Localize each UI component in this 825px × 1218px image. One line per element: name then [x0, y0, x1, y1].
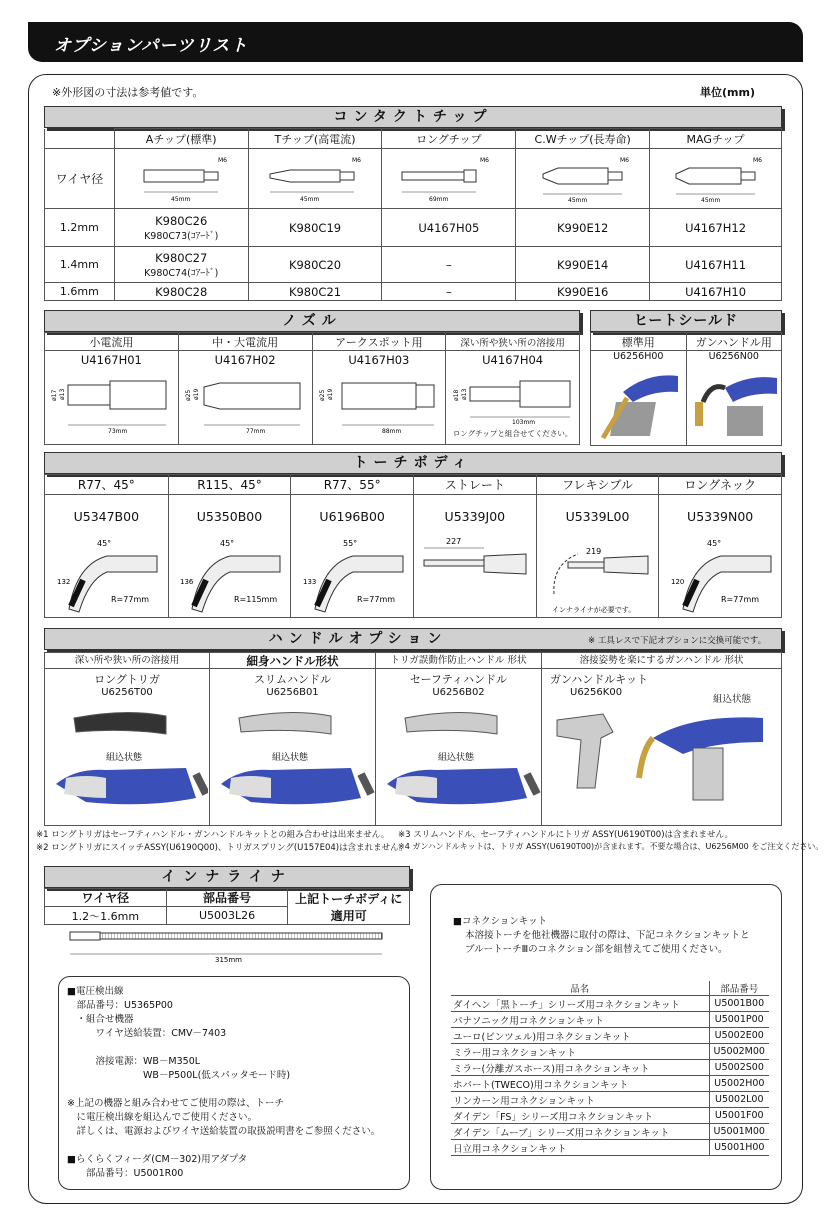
torch-cell-5: ロングネック U5339N00 45° R=77mm 120 — [658, 475, 781, 617]
svg-text:ø13: ø13 — [460, 388, 468, 400]
torch-drawing — [47, 524, 166, 614]
svg-text:45mm: 45mm — [567, 197, 587, 202]
svg-text:227: 227 — [445, 537, 461, 546]
heatshield-gun-image — [689, 362, 779, 442]
unit-label: 単位(mm) — [700, 86, 755, 99]
connection-row: リンカーン用コネクションキット U5002L00 — [451, 1092, 769, 1108]
svg-text:69mm: 69mm — [428, 196, 449, 202]
torch-drawing — [170, 524, 289, 614]
svg-text:120: 120 — [670, 578, 685, 586]
tip-drawing — [382, 149, 516, 209]
contact-tip-table: Aチップ(標準) Tチップ(高電流) ロングチップ C.Wチップ(長寿命) MAGチップ ワイヤ径 45mm M6 45mm M6 69mm M6 45mm M6 45mm M6 1.2mm K980C26 K980C73(ｺｱｰﾄﾞ) K980C19 U4167H05 K990E12 U4167H12 1.4mm K980C27 K980C74(ｺｱｰﾄﾞ) K980C20 – K990E14 U4167H11 1.6mm K980C28 K980C21 – K990E16 U4167H10 — [44, 128, 782, 301]
col-cw-tip: C.Wチップ(長寿命) — [516, 129, 650, 149]
liner-drawing — [60, 926, 400, 964]
svg-text:ø13: ø13 — [59, 388, 67, 400]
handle-image — [543, 698, 781, 828]
col-t-tip: Tチップ(高電流) — [248, 129, 382, 149]
handle-grid — [44, 652, 782, 826]
voltage-box — [58, 976, 410, 1190]
heatshield-table: 標準用 ガンハンドル用 U6256H00 U6256N00 — [590, 332, 782, 446]
voltage-line: WB－P500L(低スパッタモード時) — [67, 1070, 291, 1081]
torch-cell-4: フレキシブル U5339L00 219 インナライナが必要です。 — [536, 475, 659, 617]
connection-row: ミラー用コネクションキット U5002M00 — [451, 1044, 769, 1060]
voltage-line: ■らくらくフィーダ(CM－302)用アダプタ — [67, 1154, 248, 1165]
svg-text:M6: M6 — [752, 157, 762, 164]
svg-text:ø25: ø25 — [318, 389, 326, 401]
svg-text:M6: M6 — [479, 157, 489, 164]
tip-drawing — [114, 149, 248, 209]
contact-tip-header: コンタクトチップ — [44, 106, 782, 128]
torch-drawing — [416, 524, 535, 614]
heatshield-image — [593, 362, 683, 442]
svg-text:組込状態: 組込状態 — [106, 753, 143, 763]
page-title: オプションパーツリスト — [28, 22, 803, 62]
svg-text:88mm: 88mm — [381, 428, 402, 435]
connection-row: ダイヘン「黒トーチ」シリーズ用コネクションキット U5001B00 — [451, 996, 769, 1012]
svg-text:組込状態: 組込状態 — [271, 753, 308, 763]
svg-text:M6: M6 — [218, 157, 228, 164]
svg-text:219: 219 — [586, 547, 602, 556]
svg-text:45°: 45° — [706, 539, 722, 548]
connection-row: ミラー(分離ガスホース)用コネクションキット U5002S00 — [451, 1060, 769, 1076]
torch-body-grid — [44, 474, 782, 618]
torch-cell-0: R77、45° U5347B00 45° R=77mm 132 — [45, 475, 168, 617]
svg-text:ø19: ø19 — [193, 388, 201, 400]
svg-text:133: 133 — [302, 578, 317, 586]
torch-drawing — [293, 524, 412, 614]
svg-text:ø25: ø25 — [185, 389, 193, 401]
col-a-tip: Aチップ(標準) — [114, 129, 248, 149]
liner-table: ワイヤ径 部品番号 上記トーチボディに 適用可 1.2～1.6mm U5003L26 — [44, 888, 410, 925]
handle-header: ハンドルオプション — [44, 628, 782, 650]
connection-row: パナソニック用コネクションキット U5001P00 — [451, 1012, 769, 1028]
svg-text:ø17: ø17 — [51, 389, 59, 401]
tip-drawing — [248, 149, 382, 209]
handle-cell-0: 深い所や狭い所の溶接用 ロングトリガ U6256T00 組込状態 — [45, 653, 209, 825]
connection-row: 日立用コネクションキット U5001H00 — [451, 1140, 769, 1156]
svg-text:組込状態: 組込状態 — [437, 753, 474, 763]
svg-text:132: 132 — [57, 578, 71, 586]
svg-text:R=77mm: R=77mm — [720, 595, 759, 604]
voltage-line: に電圧検出線を組込んでご使用ください。 — [67, 1112, 258, 1123]
connection-row: ユーロ(ビンツェル)用コネクションキット U5002E00 — [451, 1028, 769, 1044]
connection-table: 品名 部品番号 ダイヘン「黒トーチ」シリーズ用コネクションキット U5001B00 パナソニック用コネクションキット U5001P00 ユーロ(ビンツェル)用コネクションキット U5002E00 ミラー用コネクションキット U5002M00 ミラー(分離ガスホース)用コネクションキット U5002S00 ホバート(TWECO)用コネクションキット U5002H00 リンカーン用コネクションキット U5002L00 ダイデン「FS」シリーズ用コネクションキット U5001F00 ダイデン「ムーブ」シリーズ用コネクションキット U5001M00 日立用コネクションキット U5001H00 — [451, 981, 769, 1156]
torch-drawing — [538, 524, 657, 614]
dimension-note: ※外形図の寸法は参考値です。 — [52, 86, 204, 99]
tip-dim: 45mm — [171, 196, 191, 202]
svg-text:45mm: 45mm — [700, 197, 720, 202]
voltage-line: ■電圧検出線 — [67, 986, 124, 997]
svg-text:インナライナが必要です。: インナライナが必要です。 — [552, 606, 636, 614]
voltage-line: ワイヤ送給装置：CMV－7403 — [67, 1028, 227, 1039]
connection-row: ダイデン「ムーブ」シリーズ用コネクションキット U5001M00 — [451, 1124, 769, 1140]
handle-cell-3: 溶接姿勢を楽にするガンハンドル 形状 ガンハンドルキット U6256K00 — [541, 653, 781, 825]
torch-cell-2: R77、55° U6196B00 55° R=77mm 133 — [290, 475, 413, 617]
svg-text:315mm: 315mm — [215, 956, 242, 964]
nozzle-table: 小電流用 中・大電流用 アークスポット用 深い所や狭い所の溶接用 U4167H01 73mm ø17 ø13 U4167H02 77mm ø25 ø19 U4167H03 88mm ø25 ø19 U4167H04 103mm ø18 ø13 ロングチップと組合せてください。 — [44, 332, 580, 445]
torch-cell-3: ストレート U5339J00 227 — [413, 475, 536, 617]
voltage-line: 溶接電源：WB－M350L — [67, 1056, 201, 1067]
svg-text:45°: 45° — [220, 539, 235, 548]
handle-image — [377, 698, 541, 828]
connection-row: ホバート(TWECO)用コネクションキット U5002H00 — [451, 1076, 769, 1092]
svg-text:M6: M6 — [352, 157, 362, 164]
torch-cell-1: R115、45° U5350B00 45° R=115mm 136 — [168, 475, 291, 617]
wire-label: ワイヤ径 — [45, 149, 115, 209]
voltage-line: 詳しくは、電源およびワイヤ送給装置の取扱説明書をご参照ください。 — [67, 1126, 381, 1137]
voltage-line: ・組合せ機器 — [67, 1014, 134, 1025]
handle-image — [211, 698, 375, 828]
svg-text:136: 136 — [180, 578, 194, 586]
connection-box: ■コネクションキット 本溶接トーチを他社機器に取付の際は、下記コネクションキットと ブルートーチⅢのコネクション部を組替えてご使用ください。 品名 部品番号 ダイヘン「黒トーチ」シリーズ用コネクションキット U5001B00 パナソニック用コネクションキット U5001P00 ユーロ(ビンツェル)用コネクションキット U5002E00 ミラー用コネクションキット U5002M00 ミラー(分離ガスホース)用コネクションキット U5002S00 ホバート(TWECO)用コネクションキット U5002H00 リンカーン用コネクションキット U5002L00 ダイデン「FS」シリーズ用コネクションキット U5001F00 ダイデン「ムーブ」シリーズ用コネクションキット U5001M00 日立用コネクションキット U5001H00 — [430, 884, 782, 1190]
handle-cell-1: 細身ハンドル形状 スリムハンドル U6256B01 組込状態 — [209, 653, 375, 825]
col-mag-tip: MAGチップ — [650, 129, 782, 149]
voltage-line — [67, 1139, 409, 1153]
svg-text:77mm: 77mm — [246, 428, 266, 435]
tip-drawing — [516, 149, 650, 209]
handle-image — [46, 698, 208, 828]
connection-row: ダイデン「FS」シリーズ用コネクションキット U5001F00 — [451, 1108, 769, 1124]
nozzle-header: ノズル — [44, 310, 580, 332]
voltage-line: 部品番号：U5365P00 — [67, 1000, 173, 1011]
torch-drawing — [661, 524, 780, 614]
nozzle-note: ロングチップと組合せてください。 — [452, 429, 573, 438]
torch-body-header: トーチボディ — [44, 452, 782, 474]
svg-text:R=77mm: R=77mm — [356, 595, 395, 604]
svg-text:45mm: 45mm — [300, 196, 320, 202]
liner-header: インナライナ — [44, 866, 410, 888]
svg-text:45°: 45° — [97, 539, 112, 548]
voltage-line — [67, 1083, 409, 1097]
svg-text:R=115mm: R=115mm — [234, 595, 278, 604]
svg-text:73mm: 73mm — [108, 428, 128, 435]
svg-text:R=77mm: R=77mm — [111, 595, 150, 604]
handle-cell-2: トリガ誤動作防止ハンドル 形状 セーフティハンドル U6256B02 組込状態 — [375, 653, 541, 825]
heatshield-header: ヒートシールド — [590, 310, 782, 332]
svg-text:ø18: ø18 — [452, 389, 460, 401]
voltage-line — [67, 1041, 409, 1055]
svg-text:55°: 55° — [342, 539, 358, 548]
svg-text:103mm: 103mm — [511, 419, 535, 425]
handle-note: ※ 工具レスで下記オプションに交換可能です。 — [588, 636, 767, 646]
tip-drawing — [650, 149, 782, 209]
assembled-label: 組込状態 — [713, 694, 752, 705]
col-long-tip: ロングチップ — [382, 129, 516, 149]
voltage-line: 部品番号：U5001R00 — [67, 1168, 184, 1179]
svg-text:M6: M6 — [619, 157, 629, 164]
svg-text:ø19: ø19 — [326, 388, 334, 400]
voltage-line: ※上記の機器と組み合わせてご使用の際は、トーチ — [67, 1098, 284, 1109]
